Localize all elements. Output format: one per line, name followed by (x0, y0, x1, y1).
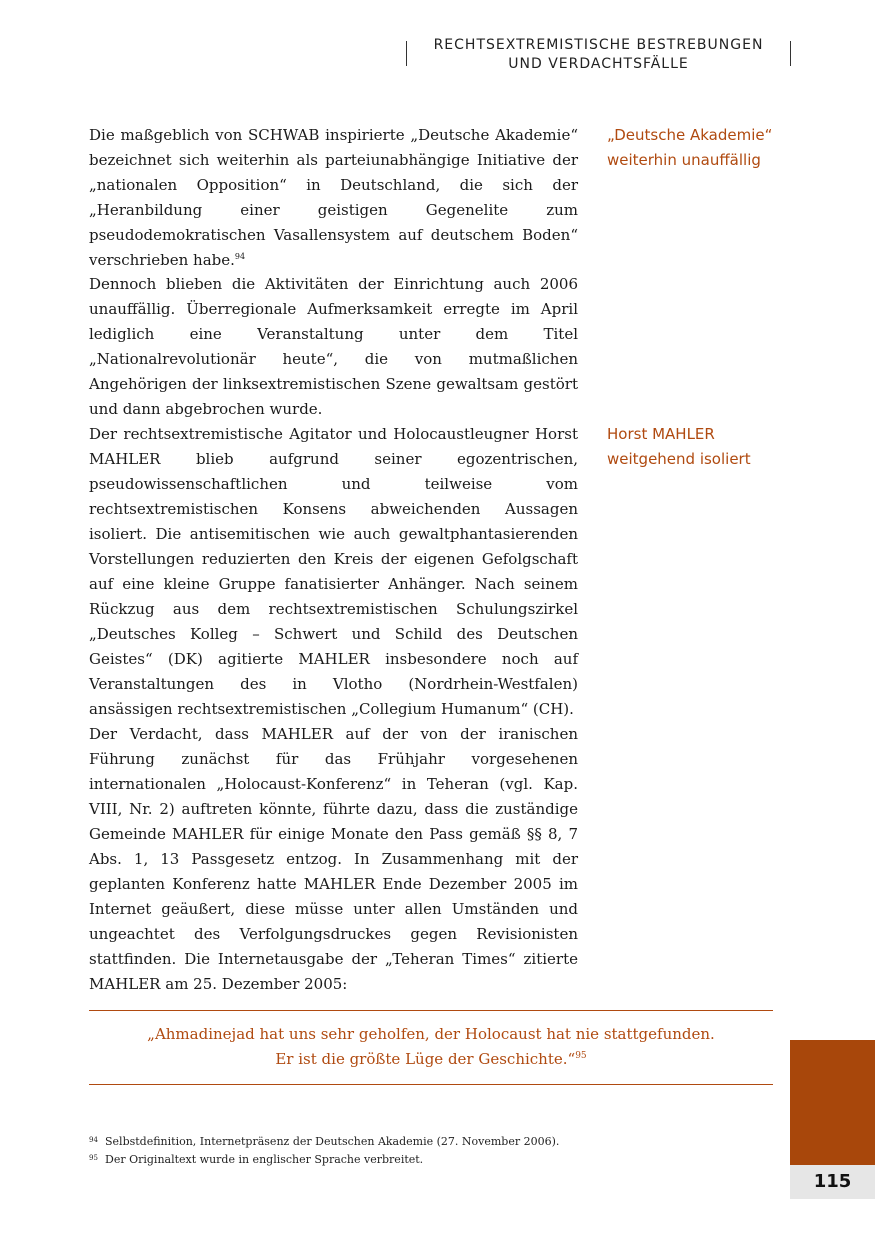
quote-line-1: „Ahmadinejad hat uns sehr geholfen, der Holocaust hat nie stattgefunden. (147, 1025, 715, 1043)
chapter-tab (790, 1040, 875, 1165)
margin-note-1-line-2: weiterhin unauffällig (607, 151, 761, 169)
footnote-ref-94: 94 (234, 252, 246, 261)
margin-note-deutsche-akademie (607, 123, 807, 173)
quote-rule-bottom (89, 1084, 773, 1085)
header-line-2: UND VERDACHTSFÄLLE (508, 56, 689, 72)
footnote-95-number: 95 (89, 1154, 98, 1162)
footnotes (89, 1133, 689, 1169)
paragraph-4-text: Der Verdacht, dass MAHLER auf der von der iranischen Führung zunächst für das Frühjahr vorgesehenen internationalen „Holocaust-Konferenz“ in Teheran (vgl. Kap. VIII, Nr. 2) auftreten könnte, führte dazu, dass die zuständige Gemeinde MAHLER für einige Monate den Pass gemäß §§ 8, 7 Abs. 1, 13 Passgesetz entzog. In Zusammenhang mit der geplanten Konferenz hatte MAHLER Ende Dezember 2005 im Internet geäußert, diese müsse unter allen Umständen und ungeachtet des Verfolgungsdruckes gegen Revisionisten stattfinden. Die Internetausgabe der „Teheran Times“ zitierte MAHLER am 25. Dezember 2005: (89, 725, 578, 993)
margin-note-2-line-1: Horst MAHLER (607, 425, 715, 443)
paragraph-4 (89, 722, 578, 997)
footnote-95-text: Der Originaltext wurde in englischer Sprache verbreitet. (105, 1153, 424, 1166)
block-quote (89, 1022, 773, 1072)
header-line-1: RECHTSEXTREMISTISCHE BESTREBUNGEN (433, 37, 764, 53)
paragraph-1-text: Die maßgeblich von SCHWAB inspirierte „Deutsche Akademie“ bezeichnet sich weiterhin als parteiunabhängige Initiative der „nationalen Opposition“ in Deutschland, die sich der „Heranbildung einer geistigen Gegenelite zum pseudodemokratischen Vasallensystem auf deutschem Boden“ verschrieben habe. (89, 126, 578, 269)
page-number: 115 (790, 1165, 875, 1199)
paragraph-1 (89, 123, 578, 273)
quote-rule-top (89, 1010, 773, 1011)
paragraph-3 (89, 422, 578, 722)
paragraph-2-text: Dennoch blieben die Aktivitäten der Einrichtung auch 2006 unauffällig. Überregionale Aufmerksamkeit erregte im April lediglich eine Veranstaltung unter dem Titel „Nationalrevolutionär heute“, die von mutmaßlichen Angehörigen der linksextremistischen Szene gewaltsam gestört und dann abgebrochen wurde. (89, 275, 578, 418)
margin-note-horst-mahler (607, 422, 807, 472)
paragraph-2 (89, 272, 578, 422)
quote-line-2: Er ist die größte Lüge der Geschichte.“ (275, 1050, 576, 1068)
margin-note-1-line-1: „Deutsche Akademie“ (607, 126, 773, 144)
footnote-94-number: 94 (89, 1136, 98, 1144)
footnote-94 (89, 1133, 689, 1151)
running-header (406, 36, 791, 74)
footnote-95 (89, 1151, 689, 1169)
footnote-ref-95: 95 (575, 1051, 587, 1061)
paragraph-3-text: Der rechtsextremistische Agitator und Holocaustleugner Horst MAHLER blieb aufgrund seiner egozentrischen, pseudowissenschaftlichen und teilweise vom rechtsextremistischen Konsens abweichenden Aussagen isoliert. Die antisemitischen wie auch gewaltphantasierenden Vorstellungen reduzierten den Kreis der eigenen Gefolgschaft auf eine kleine Gruppe fanatisierter Anhänger. Nach seinem Rückzug aus dem rechtsextremistischen Schulungszirkel „Deutsches Kolleg – Schwert und Schild des Deutschen Geistes“ (DK) agitierte MAHLER insbesondere noch auf Veranstaltungen des in Vlotho (Nordrhein-Westfalen) ansässigen rechtsextremistischen „Collegium Humanum“ (CH). (89, 425, 578, 718)
footnote-94-text: Selbstdefinition, Internetpräsenz der Deutschen Akademie (27. November 2006). (105, 1135, 560, 1148)
margin-note-2-line-2: weitgehend isoliert (607, 450, 751, 468)
